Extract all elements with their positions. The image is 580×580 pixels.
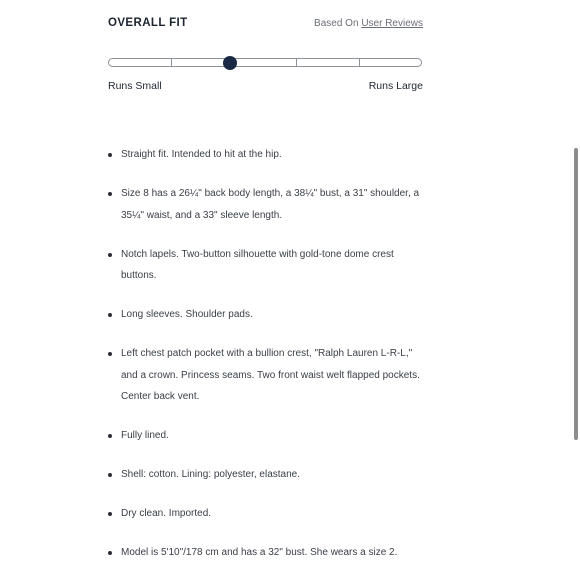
detail-text: Notch lapels. Two-button silhouette with gold-tone dome crest buttons. xyxy=(121,248,394,281)
detail-text: Size 8 has a 26¼" back body length, a 38¼" bust, a 31" shoulder, a 35¼" waist, and a 33" sleeve length. xyxy=(121,188,420,221)
fit-slider-track xyxy=(108,58,422,67)
fit-slider-thumb[interactable] xyxy=(223,56,237,70)
list-item xyxy=(108,503,428,525)
overall-fit-header xyxy=(108,17,423,29)
runs-small-label: Runs Small xyxy=(108,80,162,92)
detail-text: Straight fit. Intended to hit at the hip. xyxy=(121,149,282,160)
bullet-icon xyxy=(108,473,112,477)
slider-tick xyxy=(359,59,360,66)
product-details-list xyxy=(108,144,428,580)
detail-text: Shell: cotton. Lining: polyester, elastane. xyxy=(121,469,301,480)
list-item xyxy=(108,425,428,447)
runs-large-label: Runs Large xyxy=(368,80,423,92)
slider-tick xyxy=(296,59,297,66)
detail-text: Dry clean. Imported. xyxy=(121,508,212,519)
bullet-icon xyxy=(108,352,112,356)
list-item xyxy=(108,244,428,287)
detail-text: Fully lined. xyxy=(121,430,169,441)
detail-text: Model is 5'10"/178 cm and has a 32" bust. She wears a size 2. xyxy=(121,547,398,558)
bullet-icon xyxy=(108,153,112,157)
page-scrollbar[interactable] xyxy=(574,148,578,440)
list-item xyxy=(108,304,428,326)
list-item xyxy=(108,464,428,486)
list-item xyxy=(108,343,428,408)
bullet-icon xyxy=(108,434,112,438)
bullet-icon xyxy=(108,512,112,516)
bullet-icon xyxy=(108,253,112,257)
slider-tick xyxy=(171,59,172,66)
bullet-icon xyxy=(108,313,112,317)
fit-range-labels xyxy=(108,80,423,92)
list-item xyxy=(108,542,428,564)
user-reviews-link[interactable]: User Reviews xyxy=(361,18,423,29)
fit-source-prefix: Based On xyxy=(314,18,359,29)
detail-text: Left chest patch pocket with a bullion crest, "Ralph Lauren L-R-L," and a crown. Princess seams. Two front waist welt flapped pockets. Center back vent. xyxy=(121,348,420,402)
fit-source xyxy=(314,18,423,29)
overall-fit-title: OVERALL FIT xyxy=(108,17,188,29)
list-item xyxy=(108,144,428,166)
bullet-icon xyxy=(108,551,112,555)
detail-text: Long sleeves. Shoulder pads. xyxy=(121,309,253,320)
list-item xyxy=(108,183,428,226)
bullet-icon xyxy=(108,192,112,196)
